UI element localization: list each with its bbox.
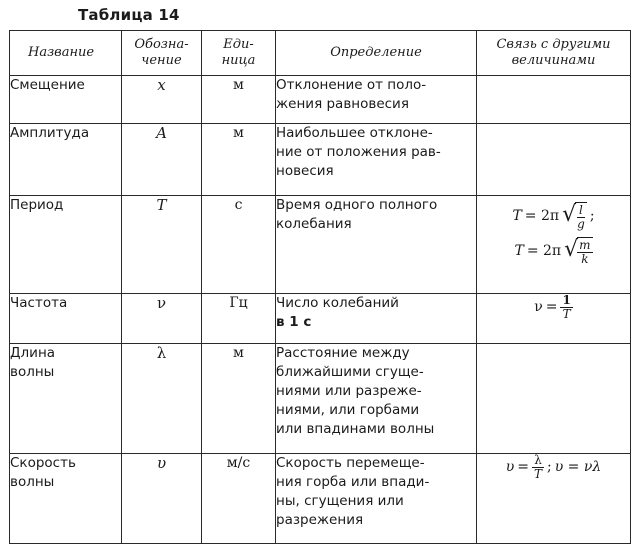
- formula-rhs: υ = νλ: [554, 459, 602, 475]
- formula-separator: ;: [547, 459, 552, 475]
- table-row: [10, 76, 631, 124]
- row-relation: [477, 124, 631, 196]
- formula-eq: = 2π: [524, 208, 560, 224]
- formula-lhs: υ: [505, 459, 515, 475]
- table-row: [10, 294, 631, 344]
- row-unit: Гц: [202, 294, 276, 344]
- header-definition: Определение: [276, 31, 477, 76]
- row-relation: [477, 344, 631, 454]
- row-name: Частота: [10, 294, 122, 344]
- table-row: [10, 454, 631, 544]
- header-name: Название: [10, 31, 122, 76]
- header-relation: Связь с другими величинами: [477, 31, 631, 76]
- row-symbol: x: [122, 76, 202, 124]
- row-symbol: υ: [122, 454, 202, 544]
- row-name: Амплитуда: [10, 124, 122, 196]
- row-definition: Наибольшее отклоне- ние от положения рав- новесия: [276, 124, 477, 196]
- row-name: Смещение: [10, 76, 122, 124]
- row-unit: с: [202, 196, 276, 294]
- definition-text: Число колебаний: [276, 295, 399, 311]
- row-definition: [276, 294, 477, 344]
- row-definition: Расстояние между ближайшими сгуще- ниями или разреже- ниями, или горбами или впадинами волны: [276, 344, 477, 454]
- formula-lhs: T: [514, 243, 524, 259]
- row-relation: [477, 76, 631, 124]
- row-symbol: ν: [122, 294, 202, 344]
- page-title: Таблица 14: [78, 6, 180, 24]
- row-definition: Время одного полного колебания: [276, 196, 477, 294]
- formula-eq: =: [545, 299, 558, 315]
- fraction-numerator: 1: [562, 293, 571, 307]
- row-relation: [477, 294, 631, 344]
- row-relation: [477, 454, 631, 544]
- formula-eq: = 2π: [526, 243, 562, 259]
- fraction-denominator: T: [533, 467, 542, 481]
- row-definition: Отклонение от поло- жения равновесия: [276, 76, 477, 124]
- row-name: Скорость волны: [10, 454, 122, 544]
- row-unit: м: [202, 76, 276, 124]
- row-name: Длина волны: [10, 344, 122, 454]
- table-row: [10, 344, 631, 454]
- row-symbol: A: [122, 124, 202, 196]
- row-symbol: T: [122, 196, 202, 294]
- header-symbol: Обозна- чение: [122, 31, 202, 76]
- fraction: [577, 239, 592, 266]
- formula-tail: ;: [589, 208, 595, 224]
- header-unit: Еди- ница: [202, 31, 276, 76]
- fraction: [575, 204, 587, 231]
- fraction-numerator: λ: [534, 453, 542, 467]
- row-definition: Скорость перемеще- ния горба или впади- ны, сгущения или разрежения: [276, 454, 477, 544]
- period-formula-spring: [477, 237, 630, 266]
- table-header-row: [10, 31, 631, 76]
- sqrt-symbol: √ $\frac{l}{g}$: [562, 202, 585, 231]
- fraction-denominator: g: [577, 217, 585, 231]
- sqrt-symbol: √ $\frac{m}{k}$: [564, 237, 591, 266]
- formula-eq: =: [517, 459, 529, 475]
- fraction-denominator: T: [562, 307, 571, 321]
- fraction: [560, 294, 572, 321]
- row-unit: м: [202, 344, 276, 454]
- row-unit: м: [202, 124, 276, 196]
- row-name: Период: [10, 196, 122, 294]
- fraction: [532, 454, 544, 481]
- fraction-numerator: l: [579, 203, 583, 217]
- row-relation: [477, 196, 631, 294]
- table-row: [10, 196, 631, 294]
- table-row: [10, 124, 631, 196]
- row-unit: м/с: [202, 454, 276, 544]
- definition-emphasis: в 1 с: [276, 314, 312, 330]
- period-formula-pendulum: [477, 202, 630, 231]
- fraction-numerator: m: [579, 238, 591, 252]
- quantities-table: [9, 30, 631, 544]
- fraction-denominator: k: [581, 252, 589, 266]
- row-symbol: λ: [122, 344, 202, 454]
- formula-lhs: T: [512, 208, 522, 224]
- formula-lhs: ν: [534, 299, 543, 315]
